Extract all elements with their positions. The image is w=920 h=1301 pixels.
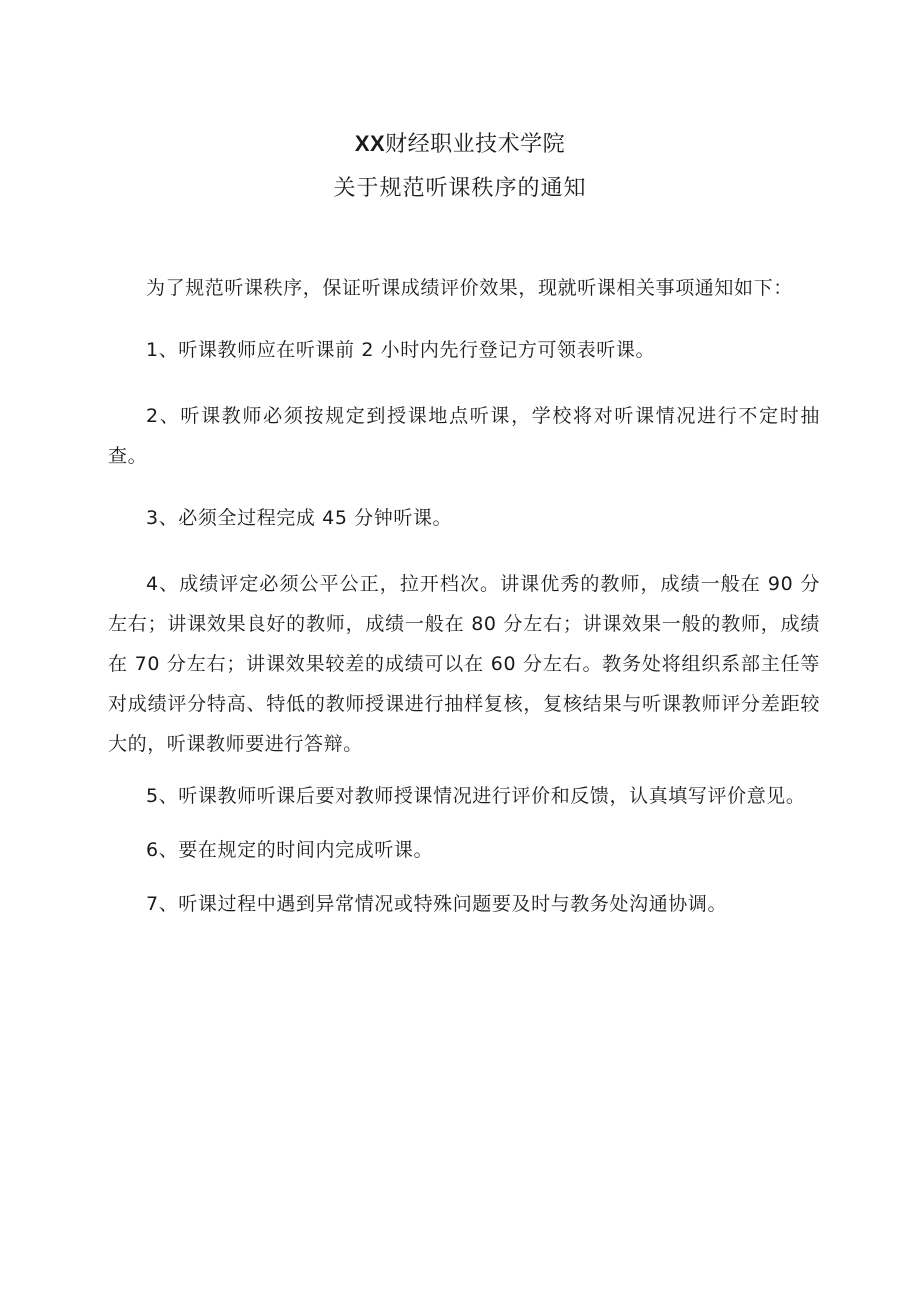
notice-item-4: 4、成绩评定必须公平公正，拉开档次。讲课优秀的教师，成绩一般在 90 分左右；讲课效果良好的教师，成绩一般在 80 分左右；讲课效果一般的教师，成绩在 70 分左右；讲课效果较差的成绩可以在 60 分左右。教务处将组织系部主任等对成绩评分特高、特低的教师授课进行抽样复核，复核结果与听课教师评分差距较大的，听课教师要进行答辩。 [108,573,820,755]
notice-item-1: 1、听课教师应在听课前 2 小时内先行登记方可领表听课。 [146,339,656,361]
document-body [108,268,820,924]
notice-item-5: 5、听课教师听课后要对教师授课情况进行评价和反馈，认真填写评价意见。 [146,785,806,807]
intro-paragraph: 为了规范听课秩序，保证听课成绩评价效果，现就听课相关事项通知如下： [146,277,793,299]
title-prefix: XX [354,131,386,156]
document-subtitle: 关于规范听课秩序的通知 [333,176,587,201]
document-title [0,122,920,167]
document-header [0,122,920,211]
title-org: 财经职业技术学院 [385,132,566,157]
notice-item-6: 6、要在规定的时间内完成听课。 [146,839,434,861]
notice-item-3: 3、必须全过程完成 45 分钟听课。 [146,507,453,529]
notice-item-7: 7、听课过程中遇到异常情况或特殊问题要及时与教务处沟通协调。 [146,893,728,915]
notice-item-2: 2、听课教师必须按规定到授课地点听课，学校将对听课情况进行不定时抽查。 [108,405,820,467]
